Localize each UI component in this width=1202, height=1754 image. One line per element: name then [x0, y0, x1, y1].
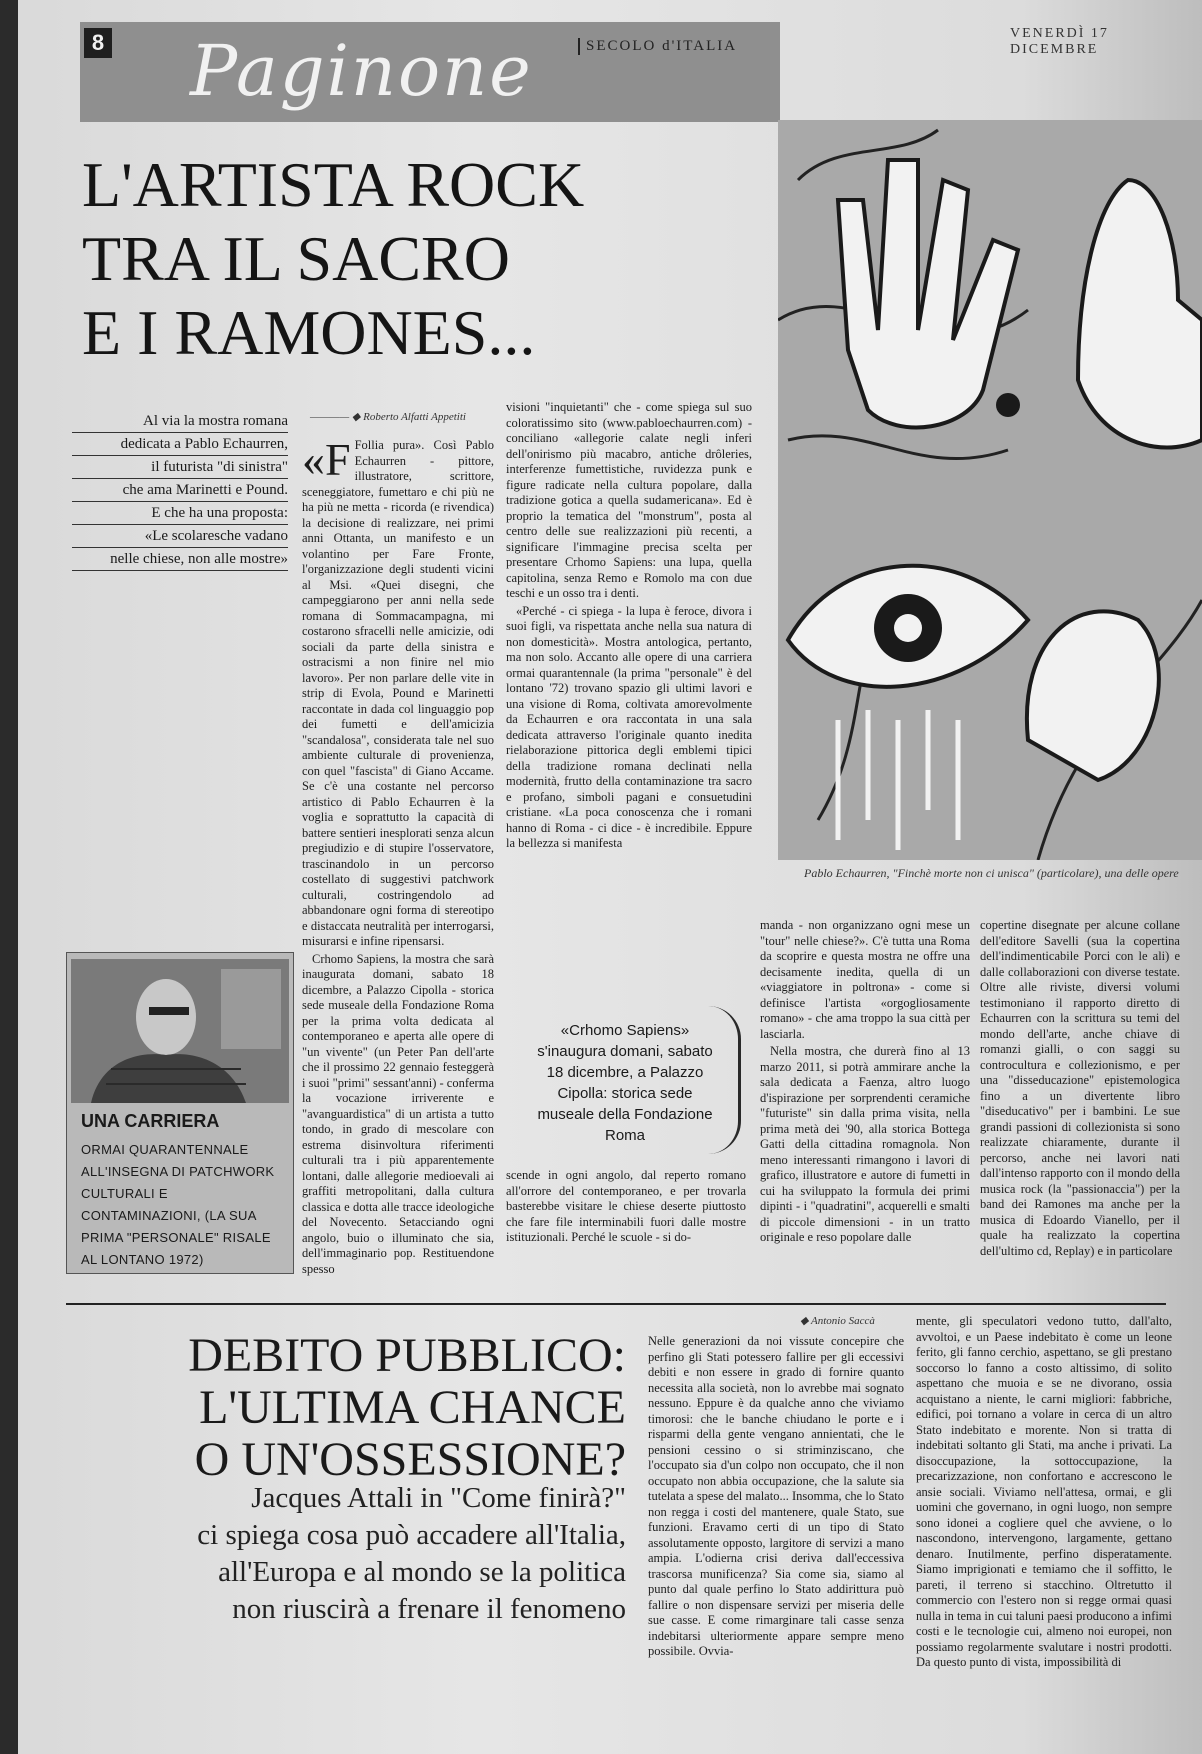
paragraph: Nelle generazioni da noi vissute concepire che perfino gli Stati potessero fallire per gli eccessivi debiti e non essere in grado di fornire quanto necessita alla società, non lo avrebbe mai sognato nessuno. Eppure è da qualche anno che viviamo timorosi: che le banche chiudano le porte e i risparmi della gente vengano annientati, che le pensioni cessino o si striminziscano, che l'occupato sia d'un colpo non occupato, che il non occupato non abbia occupazione, che la salute sia tutelata a spese del malato... Insomma, che lo Stato non regga i costi del mantenere, quale Stato, sue funzioni. Eravamo certi di un tipo di Stato assolutamente opposto, largitore di servizi a mano ampia. L'odierna crisi deriva dall'eccessiva trascorsa munificenza? Sia come sia, siamo al punto dal quale perfino lo Stato addirittura può fallire o non dispensare servizi per miseria delle sue casse. E come rimarginare tali casse senza indebitarsi ulteriormente appare sempre meno possibile. Ovvia- [648, 1334, 904, 1658]
article-column-1 [302, 438, 494, 1278]
page-number: 8 [84, 28, 112, 58]
article-column-2-continued [506, 1168, 746, 1278]
sidebar-box [66, 952, 294, 1274]
deck-line: Al via la mostra romana [72, 410, 288, 433]
article-column-4 [980, 918, 1180, 1278]
artwork-illustration [778, 120, 1202, 860]
paragraph: copertine disegnate per alcune collane dell'editore Savelli (sua la copertina dell'indimenticabile Porci con le ali) e dalle collaborazioni con diverse testate. Oltre alle riviste, diversi volumi testimoniano il rapporto diretto di Echaurren con la scrittura su temi del mondo dell'arte, anche chiave di romanzi gialli, o con saggi su controcultura e collezionismo, e per una "disseducazione" epistemologica fino a un divertente libro "diseducativo" per i bambini. Le sue grandi passioni di collezionista si sono realizzate chiaramente, durante il percorso, anche nei lavori nati dall'intenso rapporto con il mondo della musica rock (la "passionaccia") per la band dei Ramones ma anche per la musica di Edoardo Vianello, per il quale ha realizzato la copertina dell'ultimo cd, Replay) e in particolare [980, 918, 1180, 1258]
drop-cap: «F [302, 438, 351, 485]
headline-line: E I RAMONES... [82, 297, 536, 368]
byline-author: Roberto Alfatti Appetiti [363, 411, 466, 423]
paragraph: manda - non organizzano ogni mese un "tour" nelle chiese?». C'è tutta una Roma da scoprire e questa mostra ne offre una decisamente inedita, quella di un «viaggiatore in poltrona» - come si definisce l'artista «orgogliosamente romano» - che ama troppo la sua città per lasciarla. [760, 918, 970, 1041]
portrait-illustration [71, 959, 289, 1103]
standfirst-line: all'Europa e al mondo se la politica [218, 1556, 626, 1588]
deck-line: «Le scolaresche vadano [72, 525, 288, 548]
article-byline [310, 410, 466, 423]
artwork-image [778, 120, 1202, 860]
paragraph-text: Follia pura». Così Pablo Echaurren - pittore, illustratore, scrittore, sceneggiatore, fumettaro e chi più ne ha più ne metta - ricorda (e rivendica) la decisione di realizzare, nei primi anni Ottanta, un manifesto e un volantino per Fare Fronte, l'organizzazione degli studenti vicini al Msi. «Quei disegni, che campeggiarono per anni nella sede romana di Sommacampagna, mi costarono sfracelli nelle amicizie, odi sociali da parte della sinistra e ostracismi a non finire nel mio lavoro». Per non parlare delle vite in strip di Evola, Pound e Marinetti raccontate in dada col linguaggio pop dei fumetti e dell'amicizia "scandalosa", considerata tale nel suo ambiente culturale di provenienza, con quel "fascista" di Giano Accame. Se c'è una costante nel percorso artistico di Pablo Echaurren è la voglia e soprattutto la capacità di battere sentieri inesplorati senza alcun pregiudizio e di stupire l'osservatore, trascinandolo in un percorso costellato di suggestivi patchwork culturali, costringendolo ad abbandonare ogni forma di stereotipo e distaccata neutralità per interrogarsi, misurarsi e infine ripensarsi. [302, 438, 494, 948]
second-article-column-2 [916, 1314, 1172, 1746]
paragraph: scende in ogni angolo, dal reperto romano all'orrore del contemporaneo, e per trovarla basterebbe visitare le chiese deserte piuttosto che fare file interminabili fuori dalle mostre istituzionali. Perché le scuole - si do- [506, 1168, 746, 1244]
sidebar-text: ORMAI QUARANTENNALE ALL'INSEGNA DI PATCHWORK CULTURALI E CONTAMINAZIONI, (LA SUA PRIMA "PERSONALE" RISALE AL LONTANO 1972) [81, 1142, 275, 1267]
article-column-2 [506, 400, 752, 992]
paragraph: Crhomo Sapiens, la mostra che sarà inaugurata domani, sabato 18 dicembre, a Palazzo Cipolla - storica sede museale della Fondazione Roma per la prima volta dedicata al contemporaneo e aperta alle opere di "un vivente" (un Peter Pan dell'arte che il prossimo 22 gennaio festeggerà i suoi "primi" sessant'anni) - conferma la vocazione irriverente e "avanguardistica" di un artista a tutto tondo, in grado di mescolare con estrema disinvoltura riferimenti culturali tra i più apparentemente lontani, dalle allegorie medioevali ai graffiti metropolitani, dalla cultura classica e dotta alle tracce ideologiche del Novecento. Setacciando ogni angolo, buio o illuminato che sia, dell'immaginario pop. Restituendone spesso [302, 951, 494, 1276]
article-column-3 [760, 918, 970, 1278]
byline-author: Antonio Saccà [811, 1315, 875, 1327]
article-deck [72, 410, 288, 571]
paragraph: Nella mostra, che durerà fino al 13 marzo 2011, si potrà ammirare anche la sala dedicata a Faenza, altro luogo d'ispirazione per sorprendenti ceramiche "futuriste" sin dalla prima visita, nella prima metà dei '90, alla storica Bottega Gatti della cittadina romagnola. Non meno interessanti rimangono i lavori di grafico, illustratore e autore di fumetti in cui ha sviluppato la formula dei primi dipinti - i "quadratini", acquerelli e smalti di piccole dimensioni - in un tratto originale e reso popolare dalle [760, 1044, 970, 1244]
paragraph: mente, gli speculatori vedono tutto, dall'alto, avvoltoi, e un Paese indebitato è come un leone ferito, gli fanno cerchio, aspettano, se gli prestano soccorso lo fanno a costo altissimo, di solito aspettano che muoia e se ne divorano, ossia acquistano a niente, le carni migliori: fabbriche, edifici, poi tornano a volare in cerca di un altro Stato indebitato e morente. Non si tratta di indebitati soltanto gli Stati, ma anche i privati. La disoccupazione, la sottoccupazione, la precarizzazione, non confortano e accrescono le ansie sociali. Viviamo nell'attesa, ormai, e gli uomini che governano, in ogni luogo, non sempre sono idonei a cogliere quel che avviene, o lo nascondono, intervengono, largamente, gettano denaro. Inutilmente, perfino disperatamente. Siamo imprigionati e temiamo che il soffitto, le pareti, il terreno si stacchino. Oltretutto il commercio con l'estero non si regge ormai quasi nulla in tema in cui taluni paesi producono a infimi costi e le tecnologie cui, almeno noi europei, non possiamo regolarmente svalutare i nostri prodotti. Da questo punto di vista, impossibilità di [916, 1314, 1172, 1669]
second-standfirst [66, 1480, 626, 1628]
masthead: SECOLO d'ITALIA [578, 38, 737, 55]
second-headline [66, 1330, 626, 1486]
headline-line: L'ARTISTA ROCK [82, 149, 585, 220]
deck-line: che ama Marinetti e Pound. [72, 479, 288, 502]
image-caption: Pablo Echaurren, "Finchè morte non ci unisca" (particolare), una delle opere [804, 866, 1179, 880]
deck-line: il futurista "di sinistra" [72, 456, 288, 479]
deck-line: E che ha una proposta: [72, 502, 288, 525]
byline-rule: ———— ◆ [310, 411, 364, 423]
deck-line: nelle chiese, non alle mostre» [72, 548, 288, 571]
byline-rule: ◆ [800, 1315, 812, 1327]
section-title: Paginone [190, 30, 533, 112]
standfirst-line: Jacques Attali in "Come finirà?" [251, 1482, 626, 1514]
standfirst-line: non riuscirà a frenare il fenomeno [232, 1593, 626, 1625]
artist-photo [71, 959, 289, 1103]
headline-line: O UN'OSSESSIONE? [194, 1433, 626, 1486]
headline-line: TRA IL SACRO [82, 223, 510, 294]
main-headline [82, 148, 772, 370]
sidebar-title: UNA CARRIERA [81, 1111, 220, 1131]
paragraph [302, 438, 494, 950]
dateline: VENERDÌ 17 DICEMBRE [1010, 26, 1109, 57]
pullquote: «Crhomo Sapiens» s'inaugura domani, sabato 18 dicembre, a Palazzo Cipolla: storica sede museale della Fondazione Roma [537, 1022, 713, 1144]
deck-line: dedicata a Pablo Echaurren, [72, 433, 288, 456]
page-gutter [0, 0, 18, 1754]
paragraph: «Perché - ci spiega - la lupa è feroce, divora i suoi figli, va rispettata anche nella sua natura di non domesticità». Mostra antologica, pertanto, ma non solo. Accanto alle opere di una carriera ormai quarantennale (la prima "personale" è del lontano '72) trovano spazio gli ultimi lavori e una visione di Roma, coltivata amorevolmente da Echaurren e ora raccontata in una sala dedicata attraverso l'originale quanto inedita rielaborazione pittorica degli emblemi tipici della tradizione romana declinati nella modernità, frutto della contaminazione tra sacro e profano, simboli pagani e consuetudini cristiane. «La poca conoscenza che i romani hanno di Roma - ci dice - è incredibile. Eppure la bellezza si manifesta [506, 603, 752, 850]
paragraph: visioni "inquietanti" che - come spiega sul suo coloratissimo sito (www.pabloechaurren.com) - conciliano «allegorie calate negli inferi dell'onirismo più macabro, antiche drôleries, interferenze fumettistiche, ruvidezza punk e figure radicate nella cultura popolare, dalla tradizione gotica a quella sudamericana». Ed è proprio la tematica del "monstrum", posta al centro delle sue realizzazioni più recenti, a significare l'immagine precisa scelta per presentare Crhomo Sapiens: una lupa, quella capitolina, senza Remo e Romolo ma con due teschi e un osso tra i denti. [506, 400, 752, 600]
second-article-column-1 [648, 1334, 904, 1746]
headline-line: L'ULTIMA CHANCE [199, 1381, 626, 1434]
standfirst-line: ci spiega cosa può accadere all'Italia, [197, 1519, 626, 1551]
article-divider [66, 1303, 1166, 1305]
headline-line: DEBITO PUBBLICO: [188, 1329, 626, 1382]
second-byline [800, 1314, 875, 1327]
